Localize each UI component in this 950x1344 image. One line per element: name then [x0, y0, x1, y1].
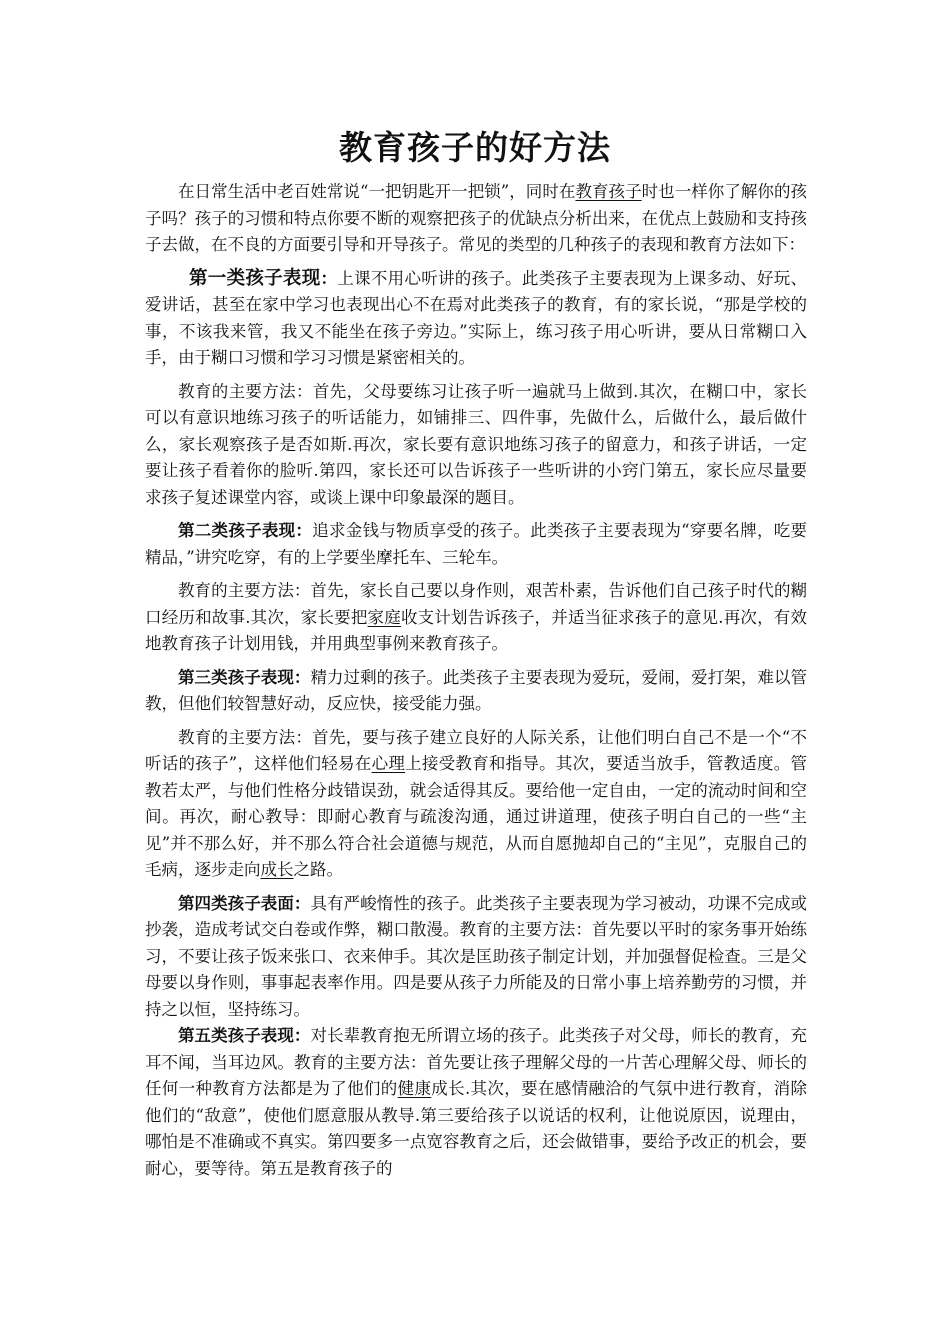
type2-heading: 第二类孩子表现： — [178, 521, 313, 540]
type2-method-text-1: 教育的主要方法：首先，家长自己要以身作则，艰苦朴素，告诉他们自己孩子时代的糊口经历和故事.其次，家长要把 — [145, 581, 807, 627]
intro-text-2: 时也一样你了解你的孩子吗？孩子的习惯和特点你要不断的观察把孩子的优缺点分析出来，在优点上鼓励和支持孩子去做，在不良的方面要引导和开导孩子。常见的类型的几种孩子的表现和教育方法如下： — [145, 182, 808, 254]
type3-method-text-2: 上接受教育和指导。其次，要适当放手，管教适度。管教若太严，与他们性格分歧错误劲，就会适得其反。要给他一定自由，一定的流动时间和空间。再次，耐心教导：即耐心教育与疏浚沟通，通过讲道理，使孩子明白自己的一些“主见”并不那么好，并不那么符合社会道德与规范，从而自愿抛却自己的“主见”，克服自己的毛病，逐步走向 — [145, 754, 808, 879]
type1-method-text: 教育的主要方法：首先，父母要练习让孩子听一遍就马上做到.其次，在糊口中，家长可以有意识地练习孩子的听话能力，如铺排三、四件事，先做什么，后做什么，最后做什么，家长观察孩子是否如斯.再次，家长要有意识地练习孩子的留意力，和孩子讲话，一定要让孩子看着你的脸听.第四，家长还可以告诉孩子一些听讲的小窍门第五，家长应尽量要求孩子复述课堂内容，或谈上课中印象最深的题目。 — [145, 381, 807, 507]
type3-paragraph — [145, 665, 807, 718]
type5-heading: 第五类孩子表现： — [178, 1026, 311, 1045]
type1-text: 上课不用心听讲的孩子。此类孩子主要表现为上课多动、好玩、爱讲话，甚至在家中学习也表现出心不在焉对此类孩子的教育，有的家长说，“那是学校的事，不该我来管，我又不能坐在孩子旁边。”实际上，练习孩子用心听讲，要从日常糊口入手，由于糊口习惯和学习习惯是紧密相关的。 — [145, 268, 807, 367]
type1-method-paragraph — [145, 379, 807, 512]
document-body — [145, 179, 807, 1182]
type5-text-1: 对长辈教育抱无所谓立场的孩子。此类孩子对父母，师长的教育，充耳不闻，当耳边风。教育的主要方法：首先要让孩子理解父母的一片苦心理解父母、师长的任何一种教育方法都是为了他们的 — [145, 1026, 808, 1098]
type2-text: 追求金钱与物质享受的孩子。此类孩子主要表现为“穿要名牌，吃要精品，”讲究吃穿，有的上学要坐摩托车、三轮车。 — [145, 521, 808, 567]
link-growth[interactable]: 成长 — [260, 860, 294, 879]
type1-colon: ： — [320, 268, 338, 288]
type2-paragraph — [145, 518, 807, 571]
type5-paragraph — [145, 1023, 807, 1182]
link-family[interactable]: 家庭 — [367, 607, 401, 627]
type4-heading: 第四类孩子表面： — [178, 893, 311, 913]
page-title: 教育孩子的好方法 — [339, 128, 611, 167]
type3-text: 精力过剩的孩子。此类孩子主要表现为爱玩，爱闹，爱打架，难以管教，但他们较智慧好动，反应快，接受能力强。 — [145, 667, 808, 713]
link-psychology[interactable]: 心理 — [371, 754, 406, 773]
type2-method-paragraph — [145, 578, 807, 658]
type2-method-text-2: 收支计划告诉孩子，并适当征求孩子的意见.再次，有效地教育孩子计划用钱，并用典型事例来教育孩子。 — [145, 607, 807, 653]
type5-text-2: 成长.其次，要在感情融洽的气氛中进行教育，消除他们的“敌意”，使他们愿意服从教导.第三要给孩子以说话的权利，让他说原因，说理由，哪怕是不准确或不真实。第四要多一点宽容教育之后，还会做错事，要给予改正的机会，要耐心，要等待。第五是教育孩子的 — [145, 1079, 808, 1178]
type4-text: 具有严峻惰性的孩子。此类孩子主要表现为学习被动，功课不完成或抄袭，造成考试交白卷或作弊，糊口散漫。教育的主要方法：首先要以平时的家务事开始练习，不要让孩子饭来张口、衣来伸手。其次是匡助孩子制定计划，并加强督促检查。三是父母要以身作则，事事起表率作用。四是要从孩子力所能及的日常小事上培养勤劳的习惯，并持之以恒，坚持练习。 — [145, 893, 808, 1019]
intro-paragraph — [145, 179, 807, 259]
type1-heading: 第一类孩子表现 — [189, 267, 321, 289]
type1-paragraph — [145, 266, 807, 372]
intro-text-1: 在日常生活中老百姓常说“一把钥匙开一把锁”，同时在 — [178, 182, 576, 201]
type3-method-paragraph — [145, 725, 807, 884]
type3-heading: 第三类孩子表现： — [178, 667, 311, 687]
type3-method-text-3: 之路。 — [293, 860, 343, 879]
type4-paragraph — [145, 891, 807, 1024]
link-health[interactable]: 健康 — [397, 1079, 432, 1098]
type3-method-text-1: 教育的主要方法：首先，要与孩子建立良好的人际关系，让他们明白自己不是一个“不听话的孩子”，这样他们轻易在 — [145, 727, 807, 773]
link-educate-children[interactable]: 教育孩子 — [575, 182, 642, 201]
